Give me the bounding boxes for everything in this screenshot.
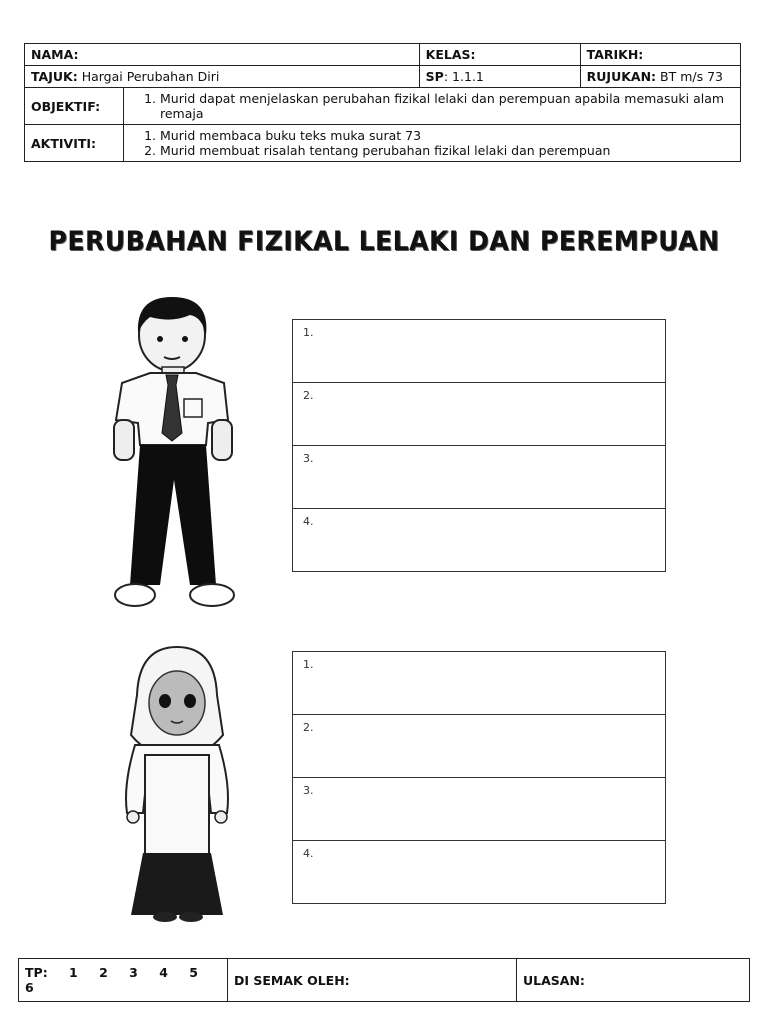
assessment-footer bbox=[18, 958, 750, 1002]
aktiviti-list-cell bbox=[124, 125, 741, 162]
answer-box[interactable]: 1. bbox=[293, 652, 665, 715]
info-table bbox=[24, 43, 741, 162]
rujukan-cell: RUJUKAN: BT m/s 73 bbox=[580, 66, 740, 88]
ulasan-cell: ULASAN: bbox=[517, 959, 750, 1002]
aktiviti-item: 1. Murid membaca buku teks muka surat 73 bbox=[160, 128, 734, 143]
objektif-list-cell bbox=[124, 88, 741, 125]
answer-box[interactable]: 1. bbox=[293, 320, 665, 383]
nama-cell: NAMA: bbox=[25, 44, 420, 66]
aktiviti-label: AKTIVITI: bbox=[25, 125, 124, 162]
answer-box[interactable]: 4. bbox=[303, 515, 314, 528]
aktiviti-item: 2. Murid membuat risalah tentang perubahan fizikal lelaki dan perempuan bbox=[160, 143, 734, 158]
tp-cell bbox=[19, 959, 228, 1002]
girl-answer-boxes bbox=[292, 651, 666, 904]
tp-level[interactable]: 5 bbox=[189, 965, 198, 980]
objektif-label: OBJEKTIF: bbox=[25, 88, 124, 125]
aktiviti-list bbox=[130, 128, 734, 158]
objektif-item: 1. Murid dapat menjelaskan perubahan fizikal lelaki dan perempuan apabila memasuki alam remaja bbox=[160, 91, 734, 121]
rujukan-value: BT m/s 73 bbox=[660, 69, 724, 84]
tp-level[interactable]: 2 bbox=[99, 965, 108, 980]
sp-value: : 1.1.1 bbox=[443, 69, 484, 84]
sp-cell: SP: 1.1.1 bbox=[419, 66, 580, 88]
answer-box[interactable]: 2. bbox=[293, 383, 665, 446]
tp-level[interactable]: 3 bbox=[129, 965, 138, 980]
answer-box[interactable]: 2. bbox=[293, 715, 665, 778]
boy-student-illustration bbox=[100, 295, 250, 615]
semak-cell: DI SEMAK OLEH: bbox=[228, 959, 517, 1002]
answer-box[interactable]: 3. bbox=[293, 446, 665, 509]
tp-level[interactable]: 4 bbox=[159, 965, 168, 980]
answer-box[interactable]: 3. bbox=[293, 778, 665, 841]
girl-student-illustration bbox=[115, 645, 240, 925]
worksheet-title: PERUBAHAN FIZIKAL LELAKI DAN PEREMPUAN bbox=[48, 226, 720, 257]
tp-level[interactable]: 6 bbox=[25, 980, 34, 995]
boy-answer-boxes bbox=[292, 319, 666, 572]
tajuk-cell: TAJUK: Hargai Perubahan Diri bbox=[25, 66, 420, 88]
tajuk-value: Hargai Perubahan Diri bbox=[81, 69, 220, 84]
tp-level[interactable]: 1 bbox=[69, 965, 78, 980]
kelas-cell: KELAS: bbox=[419, 44, 580, 66]
tp-label: TP: bbox=[25, 965, 48, 980]
tarikh-cell: TARIKH: bbox=[580, 44, 740, 66]
answer-box[interactable]: 4. bbox=[303, 847, 314, 860]
objektif-list bbox=[130, 91, 734, 121]
